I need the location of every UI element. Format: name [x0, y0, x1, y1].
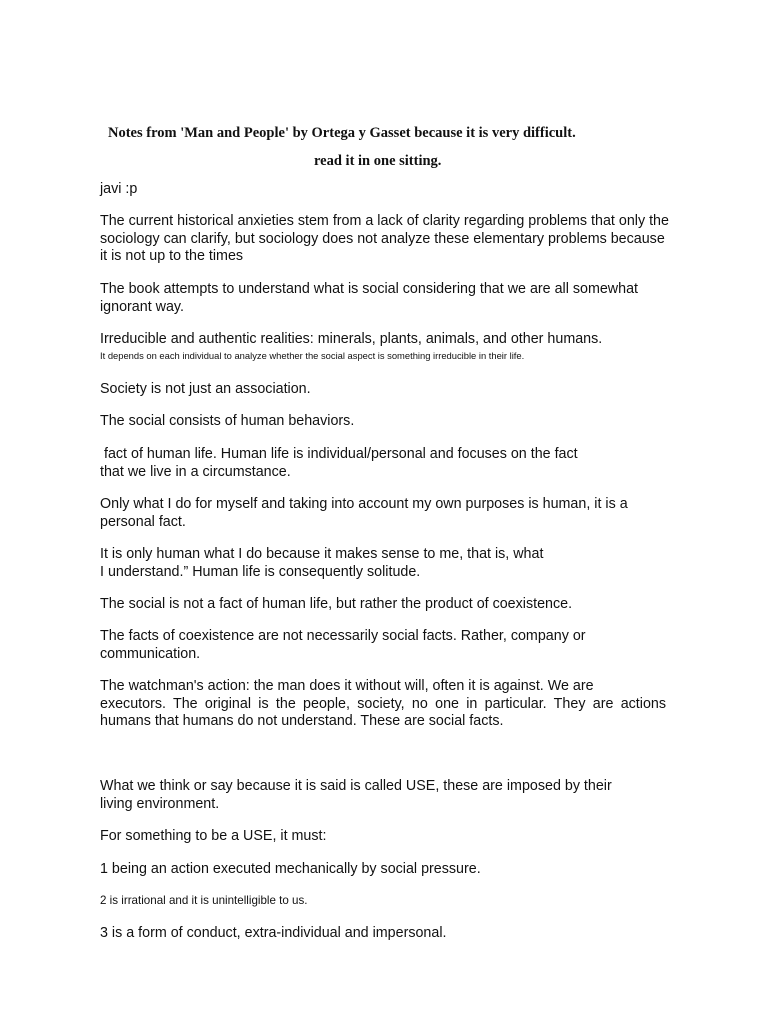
paragraph-personal-fact [100, 496, 628, 531]
paragraph-book-attempts [100, 281, 638, 316]
paragraph-line: that we live in a circumstance. [100, 463, 291, 480]
paragraph-line: humans that humans do not understand. These are social facts. [100, 713, 504, 730]
paragraph-social-behaviors: The social consists of human behaviors. [100, 413, 355, 429]
paragraph-line: What we think or say because it is said is called USE, these are imposed by their [100, 778, 612, 794]
paragraph-line: fact of human life. Human life is individual/personal and focuses on the fact [100, 446, 578, 462]
paragraph-facts-of-coexistence [100, 628, 586, 663]
paragraph-line: The book attempts to understand what is social considering that we are all somewhat [100, 281, 639, 297]
paragraph-line: The facts of coexistence are not necessarily social facts. Rather, company or [100, 628, 586, 644]
paragraph-line: ignorant way. [100, 298, 184, 315]
document-title: Notes from 'Man and People' by Ortega y Gasset because it is very difficult. [108, 125, 576, 141]
list-item-3: 3 is a form of conduct, extra-individual and impersonal. [100, 925, 447, 941]
paragraph-line: personal fact. [100, 513, 186, 530]
paragraph-irreducible-realities: Irreducible and authentic realities: minerals, plants, animals, and other humans. [100, 331, 603, 347]
paragraph-line: communication. [100, 645, 201, 662]
paragraph-line: living environment. [100, 795, 220, 812]
author-note: javi :p [100, 181, 138, 197]
document-subtitle: read it in one sitting. [314, 153, 442, 169]
paragraph-irreducible-note: It depends on each individual to analyze whether the social aspect is something irreducible in their life. [100, 350, 525, 361]
paragraph-solitude [100, 546, 543, 581]
list-item-2: 2 is irrational and it is unintelligible to us. [100, 894, 308, 907]
paragraph-line: The watchman's action: the man does it without will, often it is against. We are [100, 678, 594, 694]
paragraph-line: executors. The original is the people, society, no one in particular. They are actions [100, 695, 666, 712]
paragraph-watchman-action [100, 678, 666, 731]
paragraph-line: It is only human what I do because it makes sense to me, that is, what [100, 546, 544, 562]
paragraph-line: sociology can clarify, but sociology does not analyze these elementary problems because [100, 230, 665, 247]
paragraph-coexistence: The social is not a fact of human life, but rather the product of coexistence. [100, 596, 573, 612]
paragraph-historical-anxieties [100, 213, 669, 266]
paragraph-society-association: Society is not just an association. [100, 381, 311, 397]
paragraph-use-requirements: For something to be a USE, it must: [100, 828, 327, 844]
paragraph-line: The current historical anxieties stem from a lack of clarity regarding problems that only the [100, 213, 669, 229]
paragraph-line: it is not up to the times [100, 248, 244, 265]
paragraph-human-life [100, 446, 578, 481]
paragraph-line: I understand.” Human life is consequently solitude. [100, 563, 421, 580]
list-item-1: 1 being an action executed mechanically by social pressure. [100, 861, 481, 877]
paragraph-use-definition [100, 778, 612, 813]
paragraph-line: Only what I do for myself and taking into account my own purposes is human, it is a [100, 496, 628, 512]
